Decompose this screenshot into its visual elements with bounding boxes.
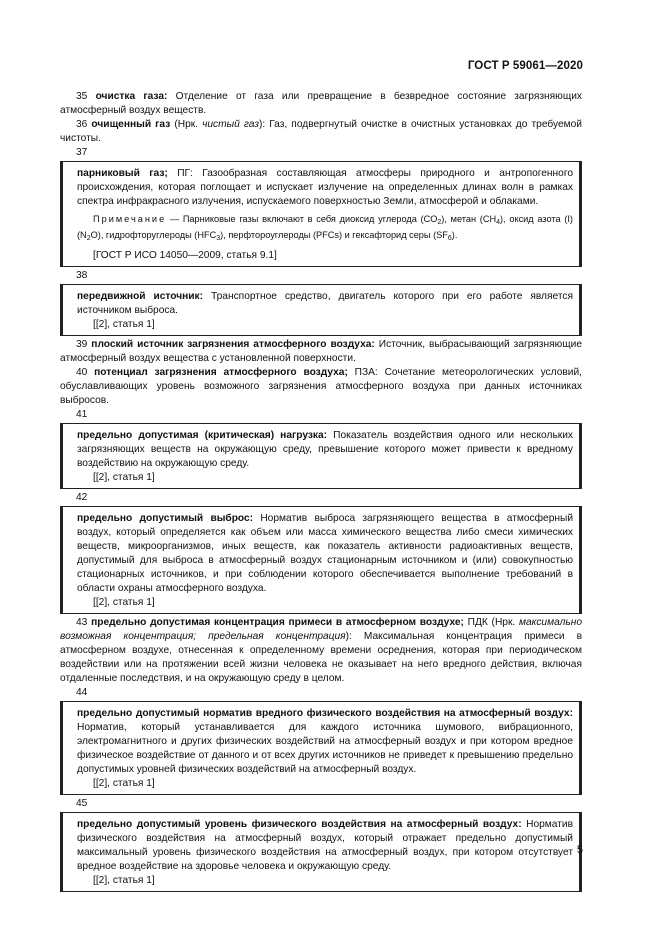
term: предельно допустимая (критическая) нагрузка: <box>77 430 328 441</box>
entry-38: передвижной источник: Транспортное средство, двигатель которого при его работе является источником выброса. <box>77 291 574 316</box>
entry-40: 40 потенциал загрязнения атмосферного воздуха; ПЗА: Сочетание метеорологических условий, обуславливающих уровень возможного загрязнения атмосферного воздуха при данных источниках выбросов. <box>60 367 582 406</box>
source-reference: [ГОСТ Р ИСО 14050—2009, статья 9.1] <box>93 250 277 261</box>
term: плоский источник загрязнения атмосферного воздуха: <box>91 339 375 350</box>
entry-number: 37 <box>76 147 88 158</box>
entry-39: 39 плоский источник загрязнения атмосферного воздуха: Источник, выбрасывающий загрязняющие атмосферный воздух вещества с установленной поверхности. <box>60 339 582 364</box>
source-reference: [[2], статья 1] <box>93 472 155 483</box>
standard-designation: ГОСТ Р 59061—2020 <box>467 60 583 72</box>
entry-36: 36 очищенный газ (Нрк. чистый газ): Газ, подвергнутый очистке в очистных установках до требуемой чистоты. <box>60 119 582 144</box>
source-reference: [[2], статья 1] <box>93 778 155 789</box>
term: предельно допустимая концентрация примеси в атмосферном воздухе; <box>91 617 464 628</box>
entry-42: предельно допустимый выброс: Норматив выброса загрязняющего вещества в атмосферный воздух, который определяется как объем или масса химического вещества либо смеси химических веществ, микроорганизмов, иных веществ, как показатель активности радиоактивных веществ, допустимый для выброса в атмосферный воздух стационарным источником и (или) совокупностью стационарных источников, и при соблюдении которого обеспечивается выполнение требований в области охраны атмосферного воздуха. <box>77 513 574 594</box>
entry-41: предельно допустимая (критическая) нагрузка: Показатель воздействия одного или нескольких загрязняющих веществ на окружающую среду, превышение которого может привести к вредному воздействию на окружающую среду. <box>77 430 573 469</box>
entry-45-box <box>60 812 582 892</box>
entry-37: парниковый газ; ПГ: Газообразная составляющая атмосферы природного и антропогенного происхождения, которая поглощает и испускает излучение на определенных длинах волн в рамках спектра инфракрасного излучения, испускаемого поверхностью Земли, атмосферой и облаками. <box>77 168 573 207</box>
entry-number: 42 <box>76 492 88 503</box>
terms-body <box>60 90 582 894</box>
entry-38-box <box>60 284 582 336</box>
entry-44-box <box>60 701 582 795</box>
entry-number: 45 <box>76 798 88 809</box>
term: парниковый газ; <box>77 168 168 179</box>
source-reference: [[2], статья 1] <box>93 597 155 608</box>
term: предельно допустимый уровень физического воздействия на атмосферный воздух: <box>77 819 522 830</box>
entry-number: 38 <box>76 270 88 281</box>
entry-43: 43 предельно допустимая концентрация примеси в атмосферном воздухе; ПДК (Нрк. максимально возможная концентрация; предельная концентрация): Максимальная концентрация примеси в атмосферном воздухе, отнесенная к определенному времени осреднения, которая при периодическом воздействии или на протяжении всей жизни человека не оказывает на него вредного действия, включая отдаленные последствия, и на окружающую среду в целом. <box>60 617 582 684</box>
entry-41-box <box>60 423 582 489</box>
term: предельно допустимый выброс: <box>77 513 254 524</box>
entry-42-box <box>60 506 582 614</box>
entry-37-box <box>60 161 582 267</box>
note: Примечание — Парниковые газы включают в себя диоксид углерода $(CO_2)$, метан $(CH_4)$, оксид азота (I) $(N_2O)$, гидрофторуглероды $(HFC_3)$, перфтороуглероды (PFCs) и гексафторид серы $(SF_6)$. <box>77 214 573 242</box>
entry-44: предельно допустимый норматив вредного физического воздействия на атмосферный воздух: Норматив, который устанавливается для каждого источника шумового, вибрационного, электромагнитного и других физических воздействий на атмосферный воздух и при котором вредное физическое воздействие от данного и от всех других источников не приведет к превышению предельно допустимых уровней физических воздействий на атмосферный воздух. <box>77 708 573 775</box>
term: передвижной источник: <box>77 291 204 302</box>
page-number: 5 <box>576 844 583 856</box>
term: очищенный газ <box>91 119 171 130</box>
term: предельно допустимый норматив вредного физического воздействия на атмосферный воздух: <box>77 708 573 719</box>
entry-number: 44 <box>76 687 88 698</box>
term: очистка газа: <box>95 91 168 102</box>
source-reference: [[2], статья 1] <box>93 319 155 330</box>
entry-45: предельно допустимый уровень физического воздействия на атмосферный воздух: Норматив физического воздействия на атмосферный воздух, который отражает предельно допустимый максимальный уровень физического воздействия на атмосферный воздух, при котором отсутствует вредное воздействие на здоровье человека и окружающую среду. <box>77 819 573 872</box>
term: потенциал загрязнения атмосферного воздуха; <box>94 367 348 378</box>
source-reference: [[2], статья 1] <box>93 875 155 886</box>
entry-number: 41 <box>76 409 88 420</box>
entry-35: 35 очистка газа: Отделение от газа или превращение в безвредное состояние загрязняющих атмосферный воздух веществ. <box>60 91 582 116</box>
